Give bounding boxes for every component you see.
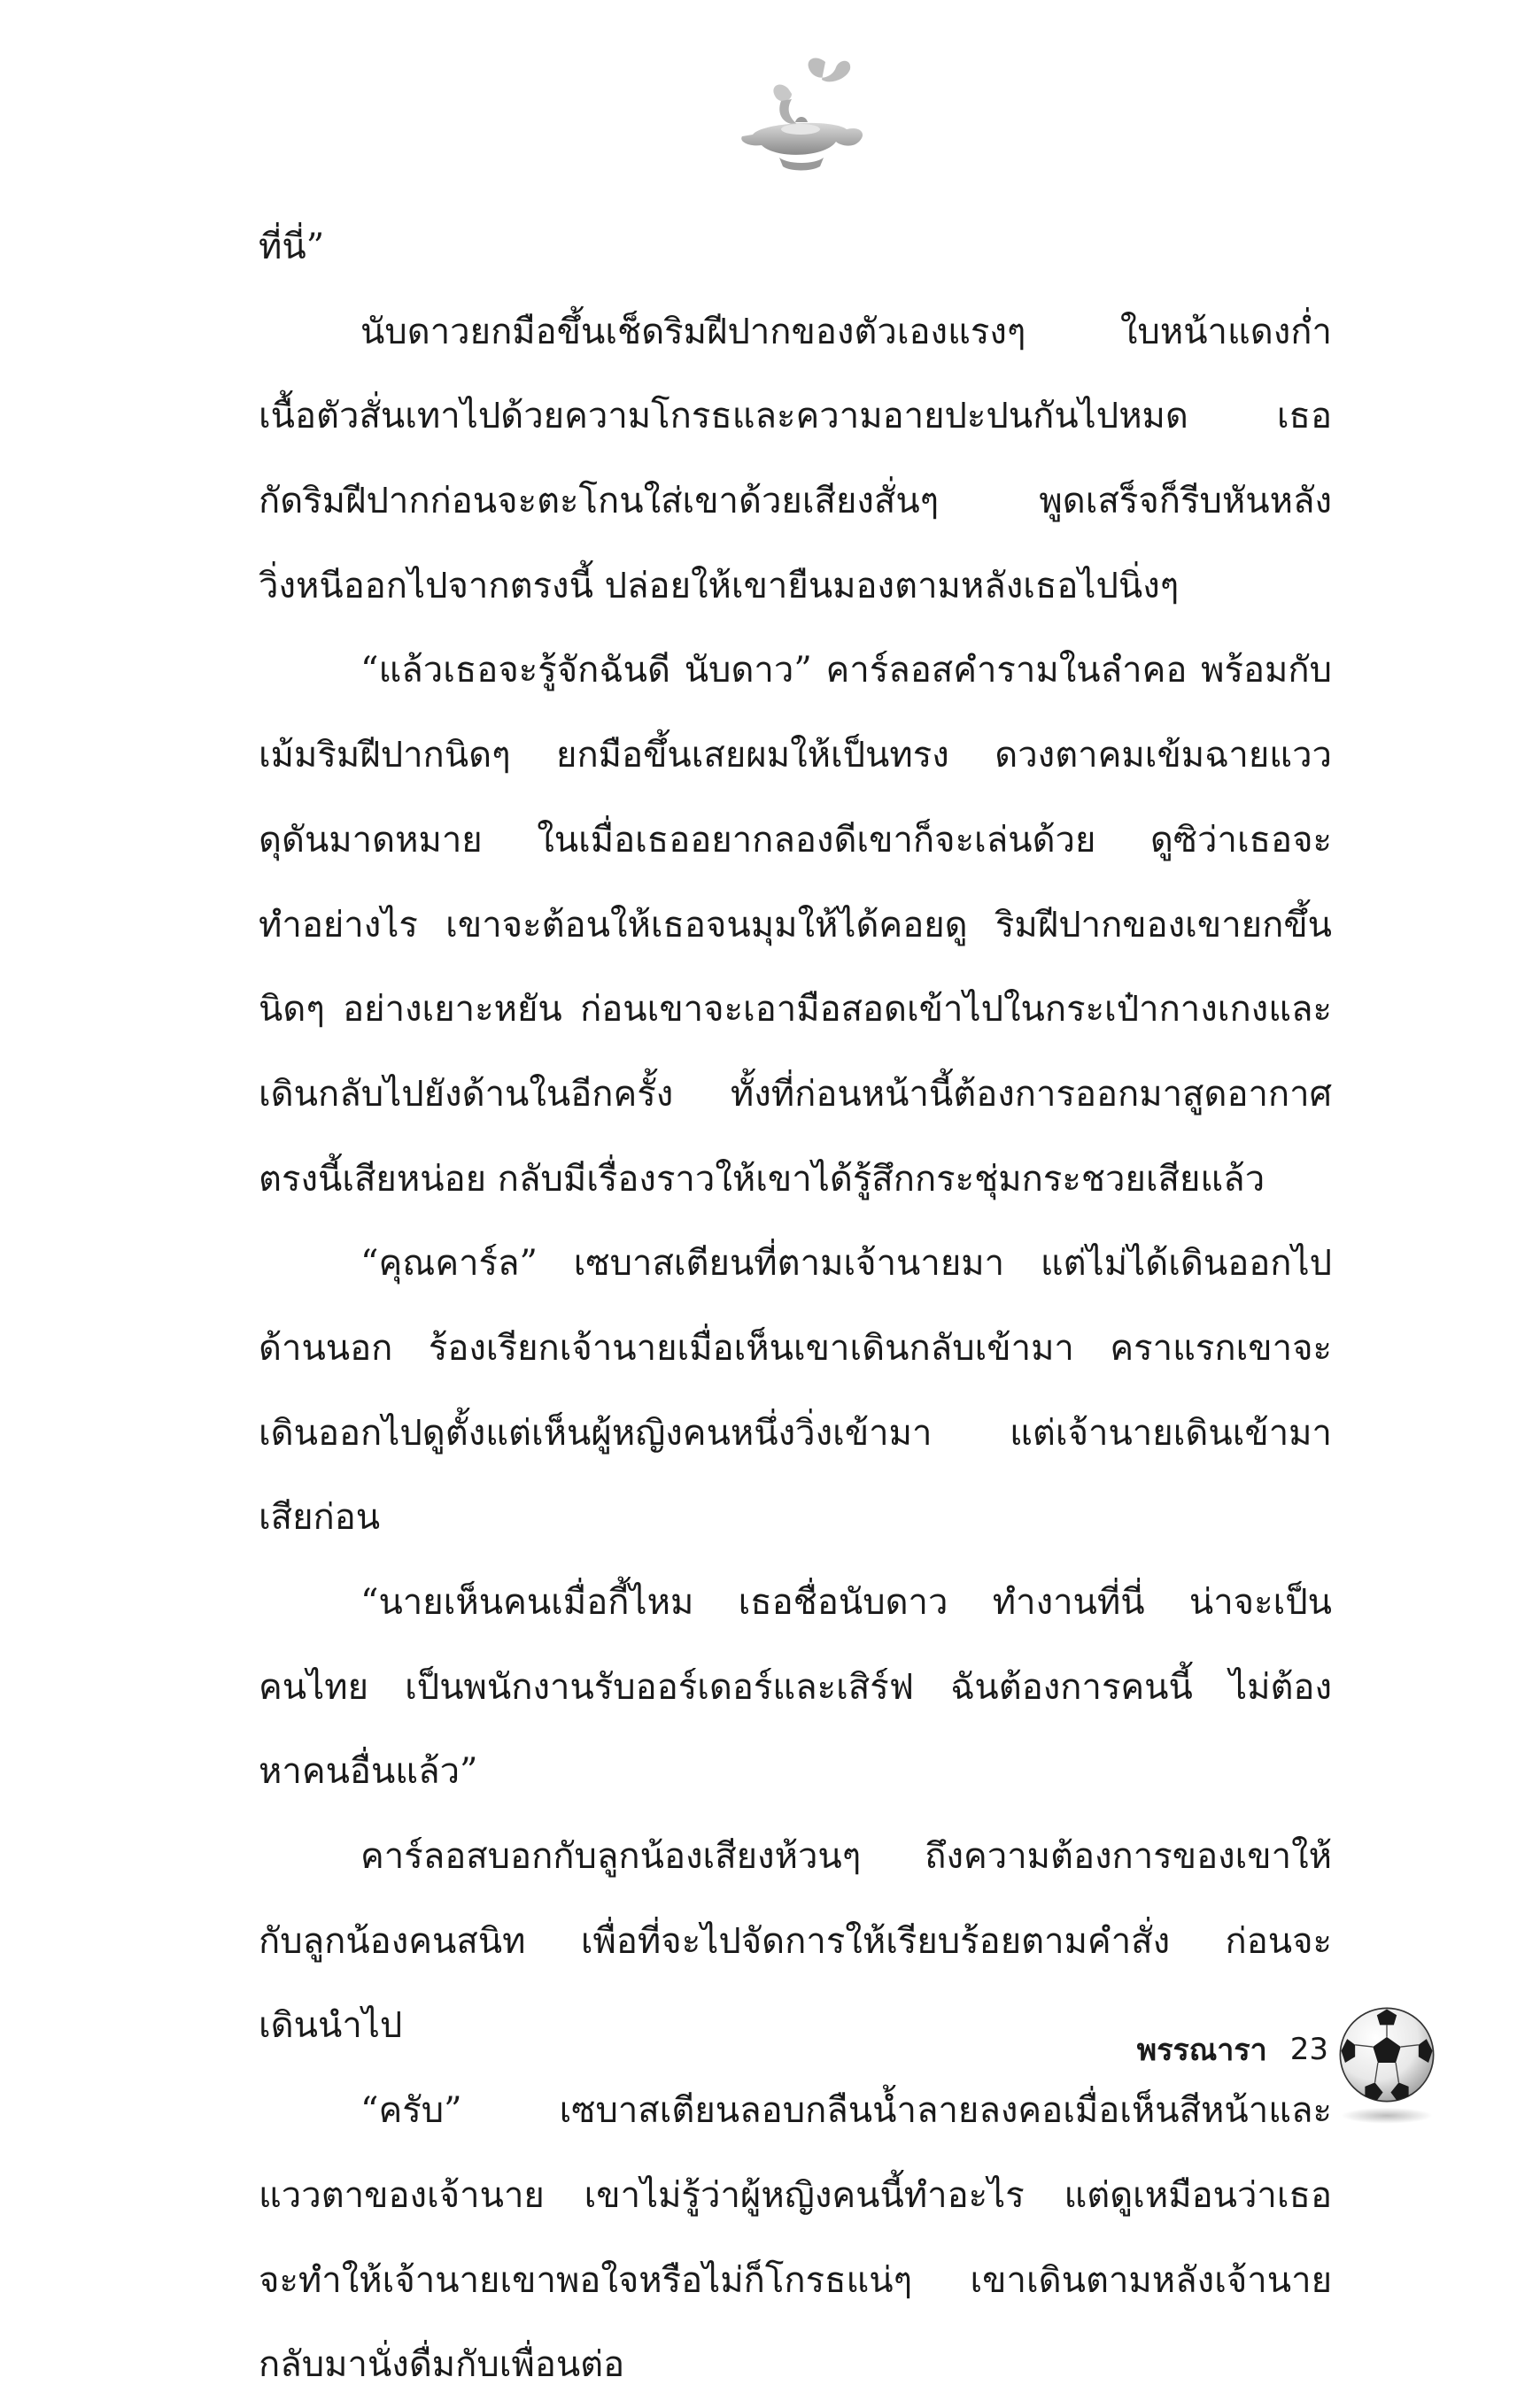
magic-lamp-ornament-icon	[726, 53, 868, 177]
text-line: แววตาของเจ้านาย เขาไม่รู้ว่าผู้หญิงคนนี้ทำอะไร แต่ดูเหมือนว่าเธอ	[259, 2174, 1332, 2216]
text-line: กับลูกน้องคนสนิท เพื่อที่จะไปจัดการให้เรียบร้อยตามคำสั่ง ก่อนจะ	[259, 1920, 1332, 1962]
text-line: คาร์ลอสบอกกับลูกน้องเสียงห้วนๆ ถึงความต้องการของเขาให้	[360, 1836, 1332, 1878]
text-line: เนื้อตัวสั่นเทาไปด้วยความโกรธและความอายปะปนกันไปหมด เธอ	[259, 396, 1332, 437]
page-text	[259, 205, 1332, 2408]
soccer-ball-icon	[1337, 2005, 1436, 2104]
text-line: “ครับ” เซบาสเตียนลอบกลืนน้ำลายลงคอเมื่อเห็นสีหน้าและ	[360, 2090, 1332, 2132]
text-line: กลับมานั่งดื่มกับเพื่อนต่อ	[259, 2344, 625, 2386]
text-line: นิดๆ อย่างเยาะหยัน ก่อนเขาจะเอามือสอดเข้าไปในกระเป๋ากางเกงและ	[259, 989, 1332, 1030]
text-line: หาคนอื่นแล้ว”	[259, 1751, 478, 1793]
text-line: “คุณคาร์ล” เซบาสเตียนที่ตามเจ้านายมา แต่ไม่ได้เดินออกไป	[360, 1243, 1332, 1285]
text-line: เดินออกไปดูตั้งแต่เห็นผู้หญิงคนหนึ่งวิ่งเข้ามา แต่เจ้านายเดินเข้ามา	[259, 1412, 1332, 1454]
text-line: กัดริมฝีปากก่อนจะตะโกนใส่เขาด้วยเสียงสั่นๆ พูดเสร็จก็รีบหันหลัง	[259, 481, 1332, 522]
text-line: ทำอย่างไร เขาจะต้อนให้เธอจนมุมให้ได้คอยดู ริมฝีปากของเขายกขึ้น	[259, 904, 1332, 945]
text-line: เดินกลับไปยังด้านในอีกครั้ง ทั้งที่ก่อนหน้านี้ต้องการออกมาสูดอากาศ	[259, 1073, 1332, 1115]
page-number: 23	[1289, 2032, 1328, 2067]
author-name: พรรณารา	[1136, 2033, 1267, 2068]
text-line: ด้านนอก ร้องเรียกเจ้านายเมื่อเห็นเขาเดินกลับเข้ามา คราแรกเขาจะ	[259, 1327, 1332, 1369]
page-footer	[1063, 2023, 1328, 2076]
text-line: “แล้วเธอจะรู้จักฉันดี นับดาว” คาร์ลอสคำรามในลำคอ พร้อมกับ	[360, 650, 1332, 691]
text-line: เสียก่อน	[259, 1497, 381, 1539]
text-line: ที่นี่”	[259, 227, 325, 267]
text-line: คนไทย เป็นพนักงานรับออร์เดอร์และเสิร์ฟ ฉันต้องการคนนี้ ไม่ต้อง	[259, 1666, 1332, 1708]
text-line: เดินนำไป	[259, 2005, 403, 2047]
text-line: ดุดันมาดหมาย ในเมื่อเธออยากลองดีเขาก็จะเล่นด้วย ดูซิว่าเธอจะ	[259, 819, 1332, 861]
text-line: “นายเห็นคนเมื่อกี้ไหม เธอชื่อนับดาว ทำงานที่นี่ น่าจะเป็น	[360, 1582, 1332, 1623]
text-line: วิ่งหนีออกไปจากตรงนี้ ปล่อยให้เขายืนมองตามหลังเธอไปนิ่งๆ	[259, 565, 1180, 606]
text-line: จะทำให้เจ้านายเขาพอใจหรือไม่ก็โกรธแน่ๆ เขาเดินตามหลังเจ้านาย	[259, 2259, 1332, 2301]
soccer-ball-shadow	[1337, 2107, 1436, 2128]
text-line: เม้มริมฝีปากนิดๆ ยกมือขึ้นเสยผมให้เป็นทรง ดวงตาคมเข้มฉายแวว	[259, 735, 1332, 776]
text-line: ตรงนี้เสียหน่อย กลับมีเรื่องราวให้เขาได้รู้สึกกระชุ่มกระชวยเสียแล้ว	[259, 1158, 1265, 1200]
text-line: นับดาวยกมือขึ้นเช็ดริมฝีปากของตัวเองแรงๆ ใบหน้าแดงก่ำ	[360, 311, 1332, 352]
